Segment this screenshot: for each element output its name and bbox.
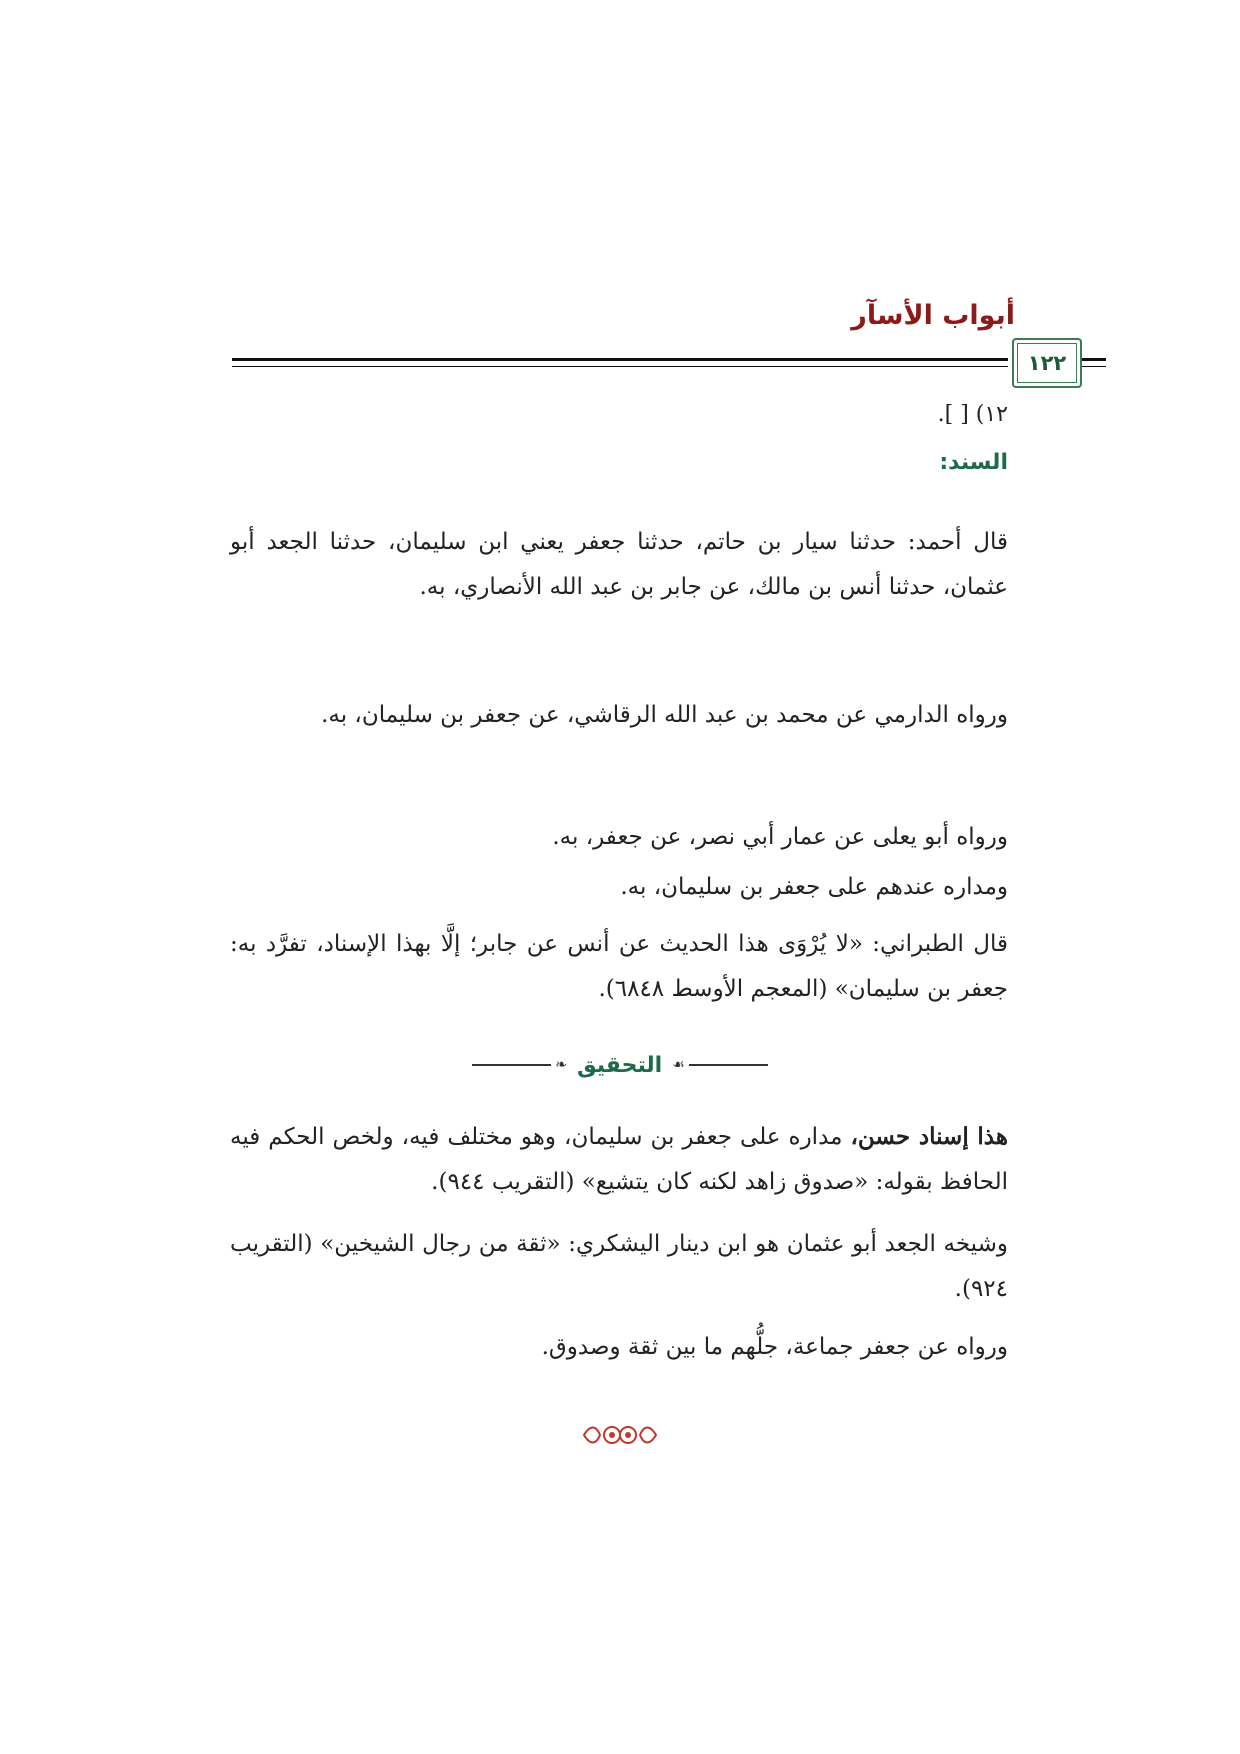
divider-line-left [472,1064,551,1066]
header-rule [232,358,1008,367]
paragraph-jad-abu-uthman: وشيخه الجعد أبو عثمان هو ابن دينار اليشكري: «ثقة من رجال الشيخين» (التقريب ٩٢٤). [230,1231,1008,1302]
paragraph-jamaa: ورواه عن جعفر جماعة، جلُّهم ما بين ثقة وصدوق. [541,1334,1008,1360]
flourish-ornament-icon: ☙ [672,1057,685,1073]
header-rule-end [1082,358,1106,367]
divider-title: التحقيق [576,1052,663,1078]
paragraph-isnad-hasan [230,1114,1008,1205]
paragraph-tabarani: قال الطبراني: «لا يُرْوَى هذا الحديث عن أنس عن جابر؛ إلَّا بهذا الإسناد، تفرَّد به: جعفر بن سليمان» (المعجم الأوسط ٦٨٤٨). [230,931,1008,1002]
tahqiq-divider [472,1050,768,1080]
paragraph-darimi: ورواه الدارمي عن محمد بن عبد الله الرقاشي، عن جعفر بن سليمان، به. [321,702,1008,728]
item-number: ١٢) [ ]. [937,402,1008,427]
divider-line-right [689,1064,768,1066]
page-number: ١٢٢ [1027,351,1067,375]
book-title: أبواب الأسآر [851,300,1015,331]
page-number-badge [1012,338,1082,388]
isnad-verdict: هذا إسناد حسن، [850,1123,1008,1150]
isnad-explanation: مداره على جعفر بن سليمان، وهو مختلف فيه، ولخص الحكم فيه الحافظ بقوله: «صدوق زاهد لكنه كان يتشيع» (التقريب ٩٤٤). [230,1124,1008,1195]
paragraph-abu-yala: ورواه أبو يعلى عن عمار أبي نصر، عن جعفر، به. [552,824,1008,850]
section-label-sanad: السند: [939,450,1008,475]
flourish-ornament-icon: ❧ [555,1057,567,1073]
paragraph-madar: ومداره عندهم على جعفر بن سليمان، به. [620,874,1008,900]
paragraph-ahmad-chain: قال أحمد: حدثنا سيار بن حاتم، حدثنا جعفر يعني ابن سليمان، حدثنا الجعد أبو عثمان، حدثنا أنس بن مالك، عن جابر بن عبد الله الأنصاري، به. [230,529,1008,600]
end-flourish-icon [580,1420,660,1450]
